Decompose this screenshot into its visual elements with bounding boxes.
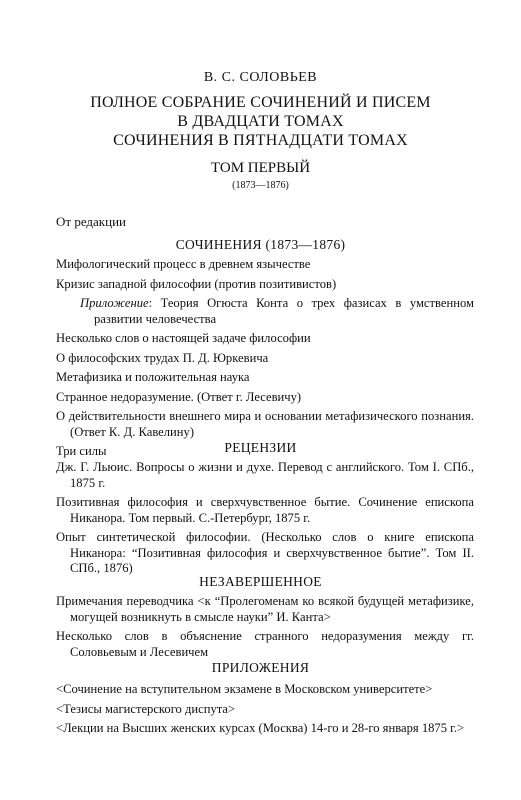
section-heading-works: СОЧИНЕНИЯ (1873—1876) <box>175 237 346 252</box>
section-heading-appendices: ПРИЛОЖЕНИЯ <box>211 660 310 675</box>
list-item: О философских трудах П. Д. Юркевича <box>56 350 269 365</box>
list-item: О действительности внешнего мира и основании метафизического познания. (Ответ К. Д. Кавелину) <box>56 409 474 439</box>
unfinished-list <box>56 594 474 664</box>
list-item: Несколько слов в объяснение странного недоразумения между гг. Соловьевым и Лесевичем <box>56 629 474 659</box>
list-item: <Сочинение на вступительном экзамене в Московском университете> <box>56 682 433 696</box>
title-line: В ДВАДЦАТИ ТОМАХ <box>177 113 344 130</box>
editorial-note: От редакции <box>56 214 126 229</box>
list-item: Примечания переводчика <к “Пролегоменам ко всякой будущей метафизике, могущей возникнуть в смысле науки” И. Канта> <box>56 594 474 624</box>
appendix-label: Приложение <box>80 296 149 310</box>
list-item: <Тезисы магистерского диспута> <box>56 701 236 716</box>
volume-title: ТОМ ПЕРВЫЙ <box>210 160 311 176</box>
section-heading-reviews: РЕЦЕНЗИИ <box>224 440 297 455</box>
list-item: Позитивная философия и сверхчувственное бытие. Сочинение епископа Никанора. Том первый. С.-Петербург, 1875 г. <box>56 495 474 525</box>
appendix-text: : Теория Огюста Конта о трех фазисах в умственном развитии человечества <box>94 296 474 326</box>
list-item-appendix <box>56 296 474 327</box>
list-item: Странное недоразумение. (Ответ г. Лесевичу) <box>56 389 302 404</box>
works-list <box>56 257 474 464</box>
appendices-list <box>56 682 474 741</box>
list-item: Дж. Г. Льюис. Вопросы о жизни и духе. Перевод с английского. Том I. СПб., 1875 г. <box>56 460 474 490</box>
title-line: СОЧИНЕНИЯ В ПЯТНАДЦАТИ ТОМАХ <box>113 132 408 149</box>
section-heading-unfinished: НЕЗАВЕРШЕННОЕ <box>199 574 322 589</box>
title-line: ПОЛНОЕ СОБРАНИЕ СОЧИНЕНИЙ И ПИСЕМ <box>90 94 431 111</box>
list-item: Кризис западной философии (против позитивистов) <box>56 276 337 291</box>
list-item: Мифологический процесс в древнем язычестве <box>56 257 311 271</box>
author-name: В. С. СОЛОВЬЕВ <box>203 70 318 85</box>
list-item: Метафизика и положительная наука <box>56 370 250 384</box>
reviews-list <box>56 460 474 581</box>
list-item: Три силы <box>56 444 107 458</box>
volume-years: (1873—1876) <box>232 180 289 191</box>
list-item: Несколько слов о настоящей задаче философии <box>56 331 311 345</box>
collection-title <box>60 93 461 150</box>
list-item: Опыт синтетической философии. (Несколько слов о книге епископа Никанора: “Позитивная философия и сверхчувственное бытие”. Том II. СПб., 1876) <box>56 530 474 575</box>
list-item: <Лекции на Высших женских курсах (Москва) 14-го и 28-го января 1875 г.> <box>56 721 465 735</box>
